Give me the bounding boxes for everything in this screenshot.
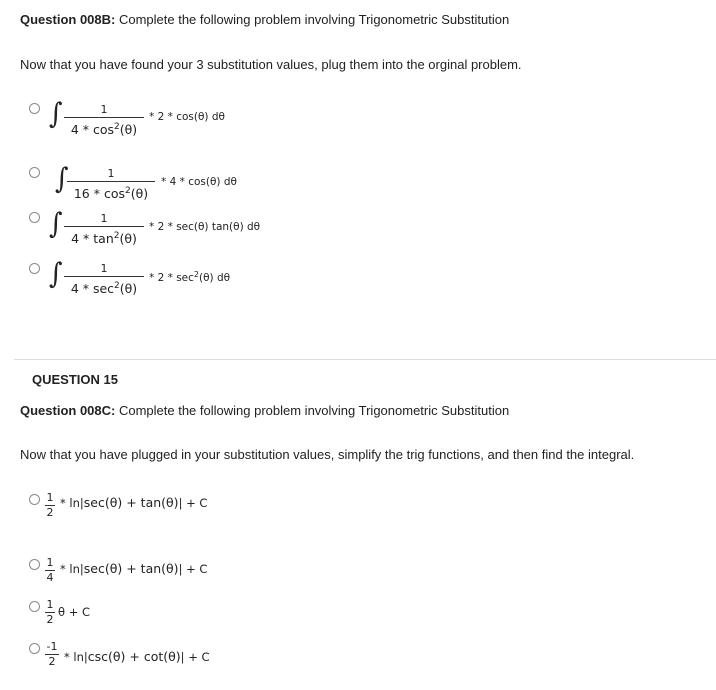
coefficient-fraction-b xyxy=(45,557,55,584)
fraction-bar xyxy=(67,181,155,182)
answer-radio-c[interactable] xyxy=(29,212,40,223)
answer-radio-d[interactable] xyxy=(29,263,40,274)
fraction-numerator: 1 xyxy=(46,491,54,504)
integral-sign: ∫ xyxy=(49,97,63,131)
fraction-numerator: 1 xyxy=(100,262,108,275)
question-text: Complete the following problem involving Trigonometric Substitution xyxy=(115,12,510,27)
integrand-tail-d: * $2 * \sec^2(\theta)$ dθ xyxy=(149,270,231,284)
integral-sign: ∫ xyxy=(55,162,69,196)
question-008b-title xyxy=(20,12,509,27)
answer-radio-d[interactable] xyxy=(29,643,40,654)
integrand-tail-c: * 2 * sec(θ) tan(θ) dθ xyxy=(149,221,261,233)
fraction-denominator: $4 * \sec^2(\theta)$ xyxy=(70,281,138,296)
question-label: Question 008C: xyxy=(20,403,116,418)
question-divider xyxy=(14,359,716,360)
fraction-numerator: -1 xyxy=(46,640,58,653)
answer-expression-c: θ + C xyxy=(58,605,91,619)
integral-sign: ∫ xyxy=(49,207,63,241)
fraction-b xyxy=(67,167,155,201)
fraction-numerator: 1 xyxy=(46,556,54,569)
answer-radio-a[interactable] xyxy=(29,103,40,114)
fraction-denominator: 2 xyxy=(46,506,54,519)
fraction-numerator: 1 xyxy=(107,167,115,180)
fraction-bar xyxy=(64,276,144,277)
answer-radio-b[interactable] xyxy=(29,167,40,178)
integral-sign: ∫ xyxy=(49,257,63,291)
question-15-heading: QUESTION 15 xyxy=(32,372,118,387)
fraction-bar xyxy=(64,226,144,227)
fraction-c xyxy=(64,212,144,246)
answer-expression-b: * ln|sec(θ) + tan(θ)| + C xyxy=(60,561,208,576)
fraction-numerator: 1 xyxy=(100,212,108,225)
fraction-a xyxy=(64,103,144,137)
question-008c-instruction: Now that you have plugged in your substitution values, simplify the trig functions, and then find the integral. xyxy=(20,447,635,462)
fraction-denominator: 4 xyxy=(46,571,54,584)
question-text: Complete the following problem involving Trigonometric Substitution xyxy=(115,403,510,418)
answer-expression-d: * ln|csc(θ) + cot(θ)| + C xyxy=(64,649,210,664)
fraction-d xyxy=(64,262,144,296)
question-008b-instruction: Now that you have found your 3 substitution values, plug them into the orginal problem. xyxy=(20,57,522,72)
integrand-tail-b: * 4 * cos(θ) dθ xyxy=(161,176,237,188)
answer-radio-c[interactable] xyxy=(29,601,40,612)
fraction-numerator: 1 xyxy=(46,598,54,611)
question-label: Question 008B: xyxy=(20,12,116,27)
fraction-denominator: 2 xyxy=(48,655,56,668)
answer-expression-a: * ln|sec(θ) + tan(θ)| + C xyxy=(60,495,208,510)
fraction-denominator: $4 * \tan^2(\theta)$ xyxy=(71,231,137,246)
integrand-tail-a: * 2 * cos(θ) dθ xyxy=(149,111,225,123)
answer-radio-b[interactable] xyxy=(29,559,40,570)
fraction-denominator: 2 xyxy=(46,613,54,626)
answer-radio-a[interactable] xyxy=(29,494,40,505)
fraction-numerator: 1 xyxy=(100,103,108,116)
coefficient-fraction-d xyxy=(45,641,59,668)
fraction-denominator: $4 * \cos^2(\theta)$ xyxy=(70,122,138,137)
coefficient-fraction-a xyxy=(45,492,55,519)
fraction-bar xyxy=(64,117,144,118)
question-008c-title xyxy=(20,403,509,418)
fraction-denominator: $16 * \cos^2(\theta)$ xyxy=(73,186,149,201)
coefficient-fraction-c xyxy=(45,599,55,626)
